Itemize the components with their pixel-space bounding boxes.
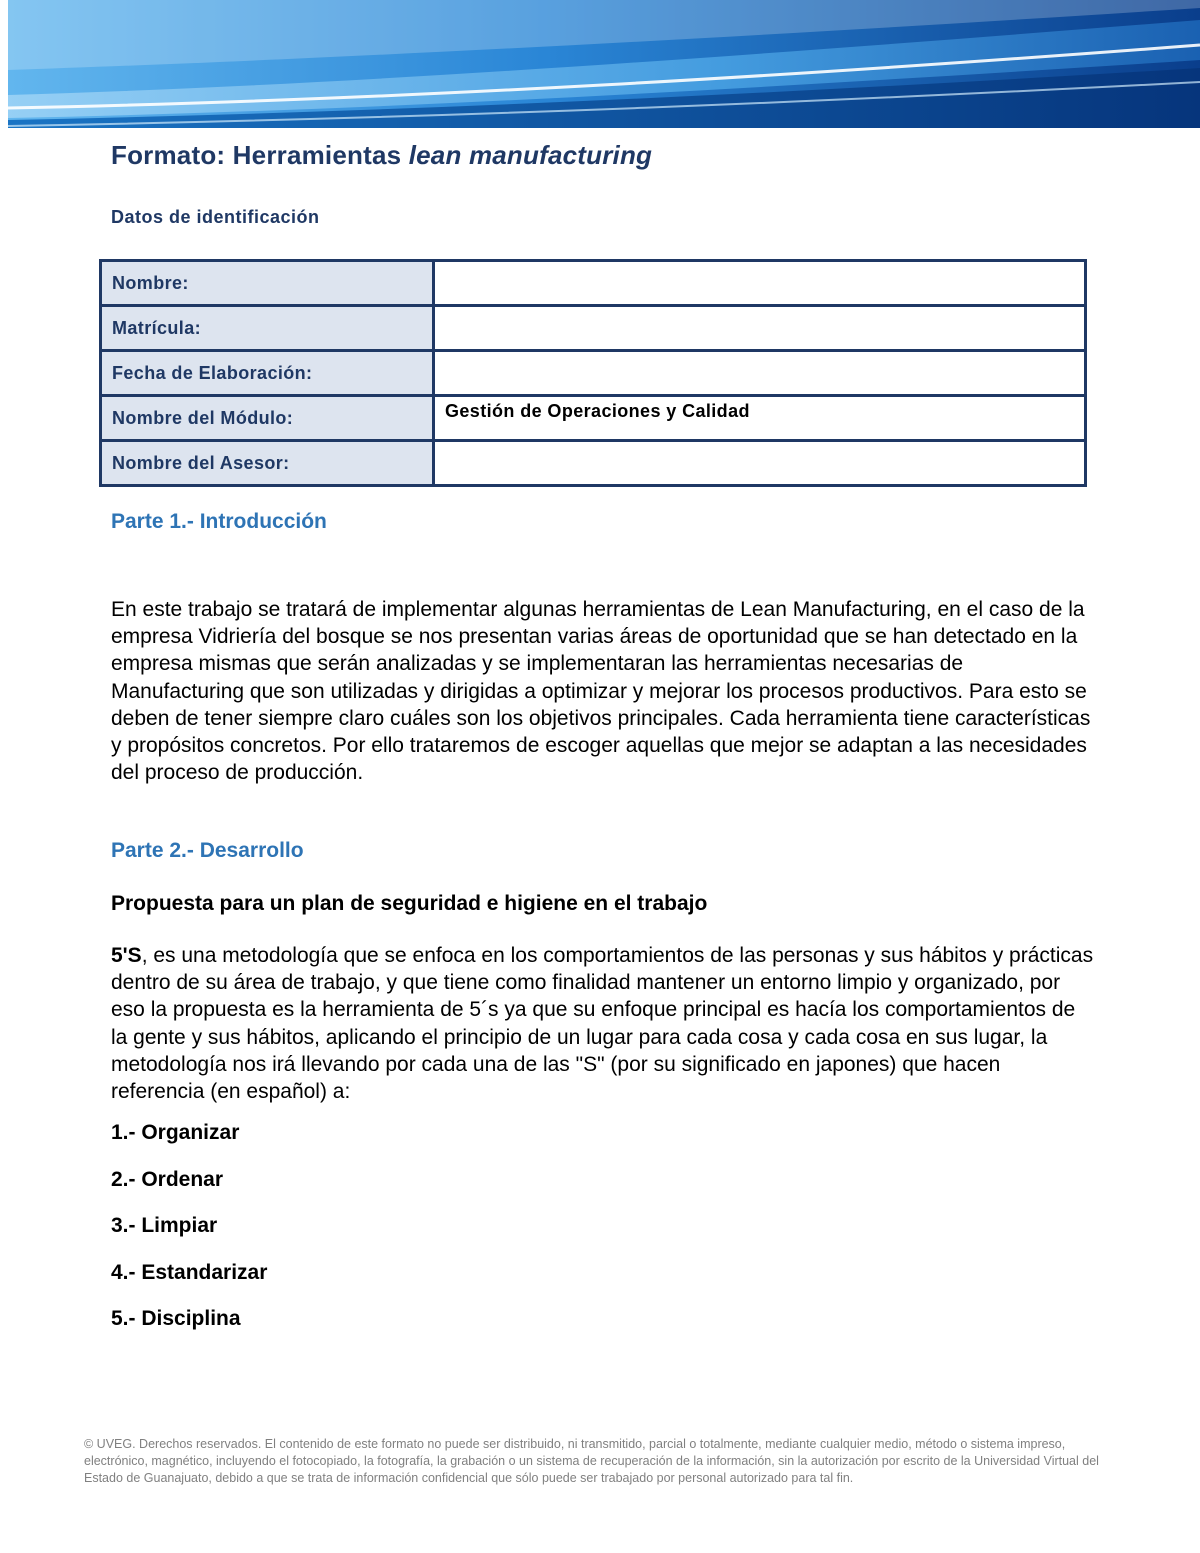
table-row xyxy=(101,306,1086,351)
document-title xyxy=(111,140,652,171)
list-item: 2.- Ordenar xyxy=(111,1167,224,1191)
student-id-field[interactable] xyxy=(434,306,1086,351)
date-field[interactable] xyxy=(434,351,1086,396)
five-s-description: , es una metodología que se enfoca en los comportamientos de las personas y sus hábitos y prácticas dentro de su área de trabajo, y que tiene como finalidad mantener un entorno limpio y organizado, por eso la propuesta es la herramienta de 5´s ya que su enfoque principal es hacía los comportamientos de la gente y sus hábitos, aplicando el principio de un lugar para cada cosa y cada cosa en sus lugar, la metodología nos irá llevando por cada una de las "S" (por su significado en japones) que hacen referencia (en español) a: xyxy=(111,944,1094,1104)
name-field[interactable] xyxy=(434,261,1086,306)
name-label: Nombre: xyxy=(101,261,434,306)
document-title-italic: lean manufacturing xyxy=(408,140,653,170)
table-row xyxy=(101,396,1086,441)
advisor-label: Nombre del Asesor: xyxy=(101,441,434,486)
identification-heading: Datos de identificación xyxy=(111,207,320,227)
plan-heading: Propuesta para un plan de seguridad e higiene en el trabajo xyxy=(111,892,708,915)
table-row xyxy=(101,261,1086,306)
introduction-paragraph: En este trabajo se tratará de implementar algunas herramientas de Lean Manufacturing, en el caso de la empresa Vidriería del bosque se nos presentan varias áreas de oportunidad que se han detectado en la empresa mismas que serán analizadas y se implementaran las herramientas necesarias de Manufacturing que son utilizadas y dirigidas a optimizar y mejorar los procesos productivos. Para esto se deben de tener siempre claro cuáles son los objetivos principales. Cada herramienta tiene características y propósitos concretos. Por ello trataremos de escoger aquellas que mejor se adaptan a las necesidades del proceso de producción. xyxy=(111,598,1091,785)
identification-table xyxy=(99,259,1087,487)
module-field[interactable]: Gestión de Operaciones y Calidad xyxy=(434,396,1086,441)
header-banner xyxy=(8,0,1200,145)
five-s-list xyxy=(111,1121,267,1354)
five-s-term: 5'S xyxy=(111,944,142,967)
student-id-label: Matrícula: xyxy=(101,306,434,351)
table-row xyxy=(101,441,1086,486)
list-item: 3.- Limpiar xyxy=(111,1214,218,1237)
part1-title: Parte 1.- Introducción xyxy=(111,510,327,533)
advisor-field[interactable] xyxy=(434,441,1086,486)
list-item: 1.- Organizar xyxy=(111,1121,240,1144)
list-item: 5.- Disciplina xyxy=(111,1307,241,1330)
five-s-paragraph xyxy=(111,942,1096,1105)
table-row xyxy=(101,351,1086,396)
module-label: Nombre del Módulo: xyxy=(101,396,434,441)
document-title-prefix: Formato: Herramientas xyxy=(111,140,409,170)
date-label: Fecha de Elaboración: xyxy=(101,351,434,396)
copyright-footer: © UVEG. Derechos reservados. El contenido de este formato no puede ser distribuido, ni transmitido, parcial o totalmente, mediante cualquier medio, método o sistema impreso, electrónico, magnético, incluyendo el fotocopiado, la fotografía, la grabación o un sistema de recuperación de la información, sin la autorización por escrito de la Universidad Virtual del Estado de Guanajuato, debido a que se trata de información confidencial que sólo puede ser trabajado por personal autorizado para tal fin. xyxy=(84,1437,1099,1485)
part2-title: Parte 2.- Desarrollo xyxy=(111,839,304,862)
list-item: 4.- Estandarizar xyxy=(111,1260,268,1284)
